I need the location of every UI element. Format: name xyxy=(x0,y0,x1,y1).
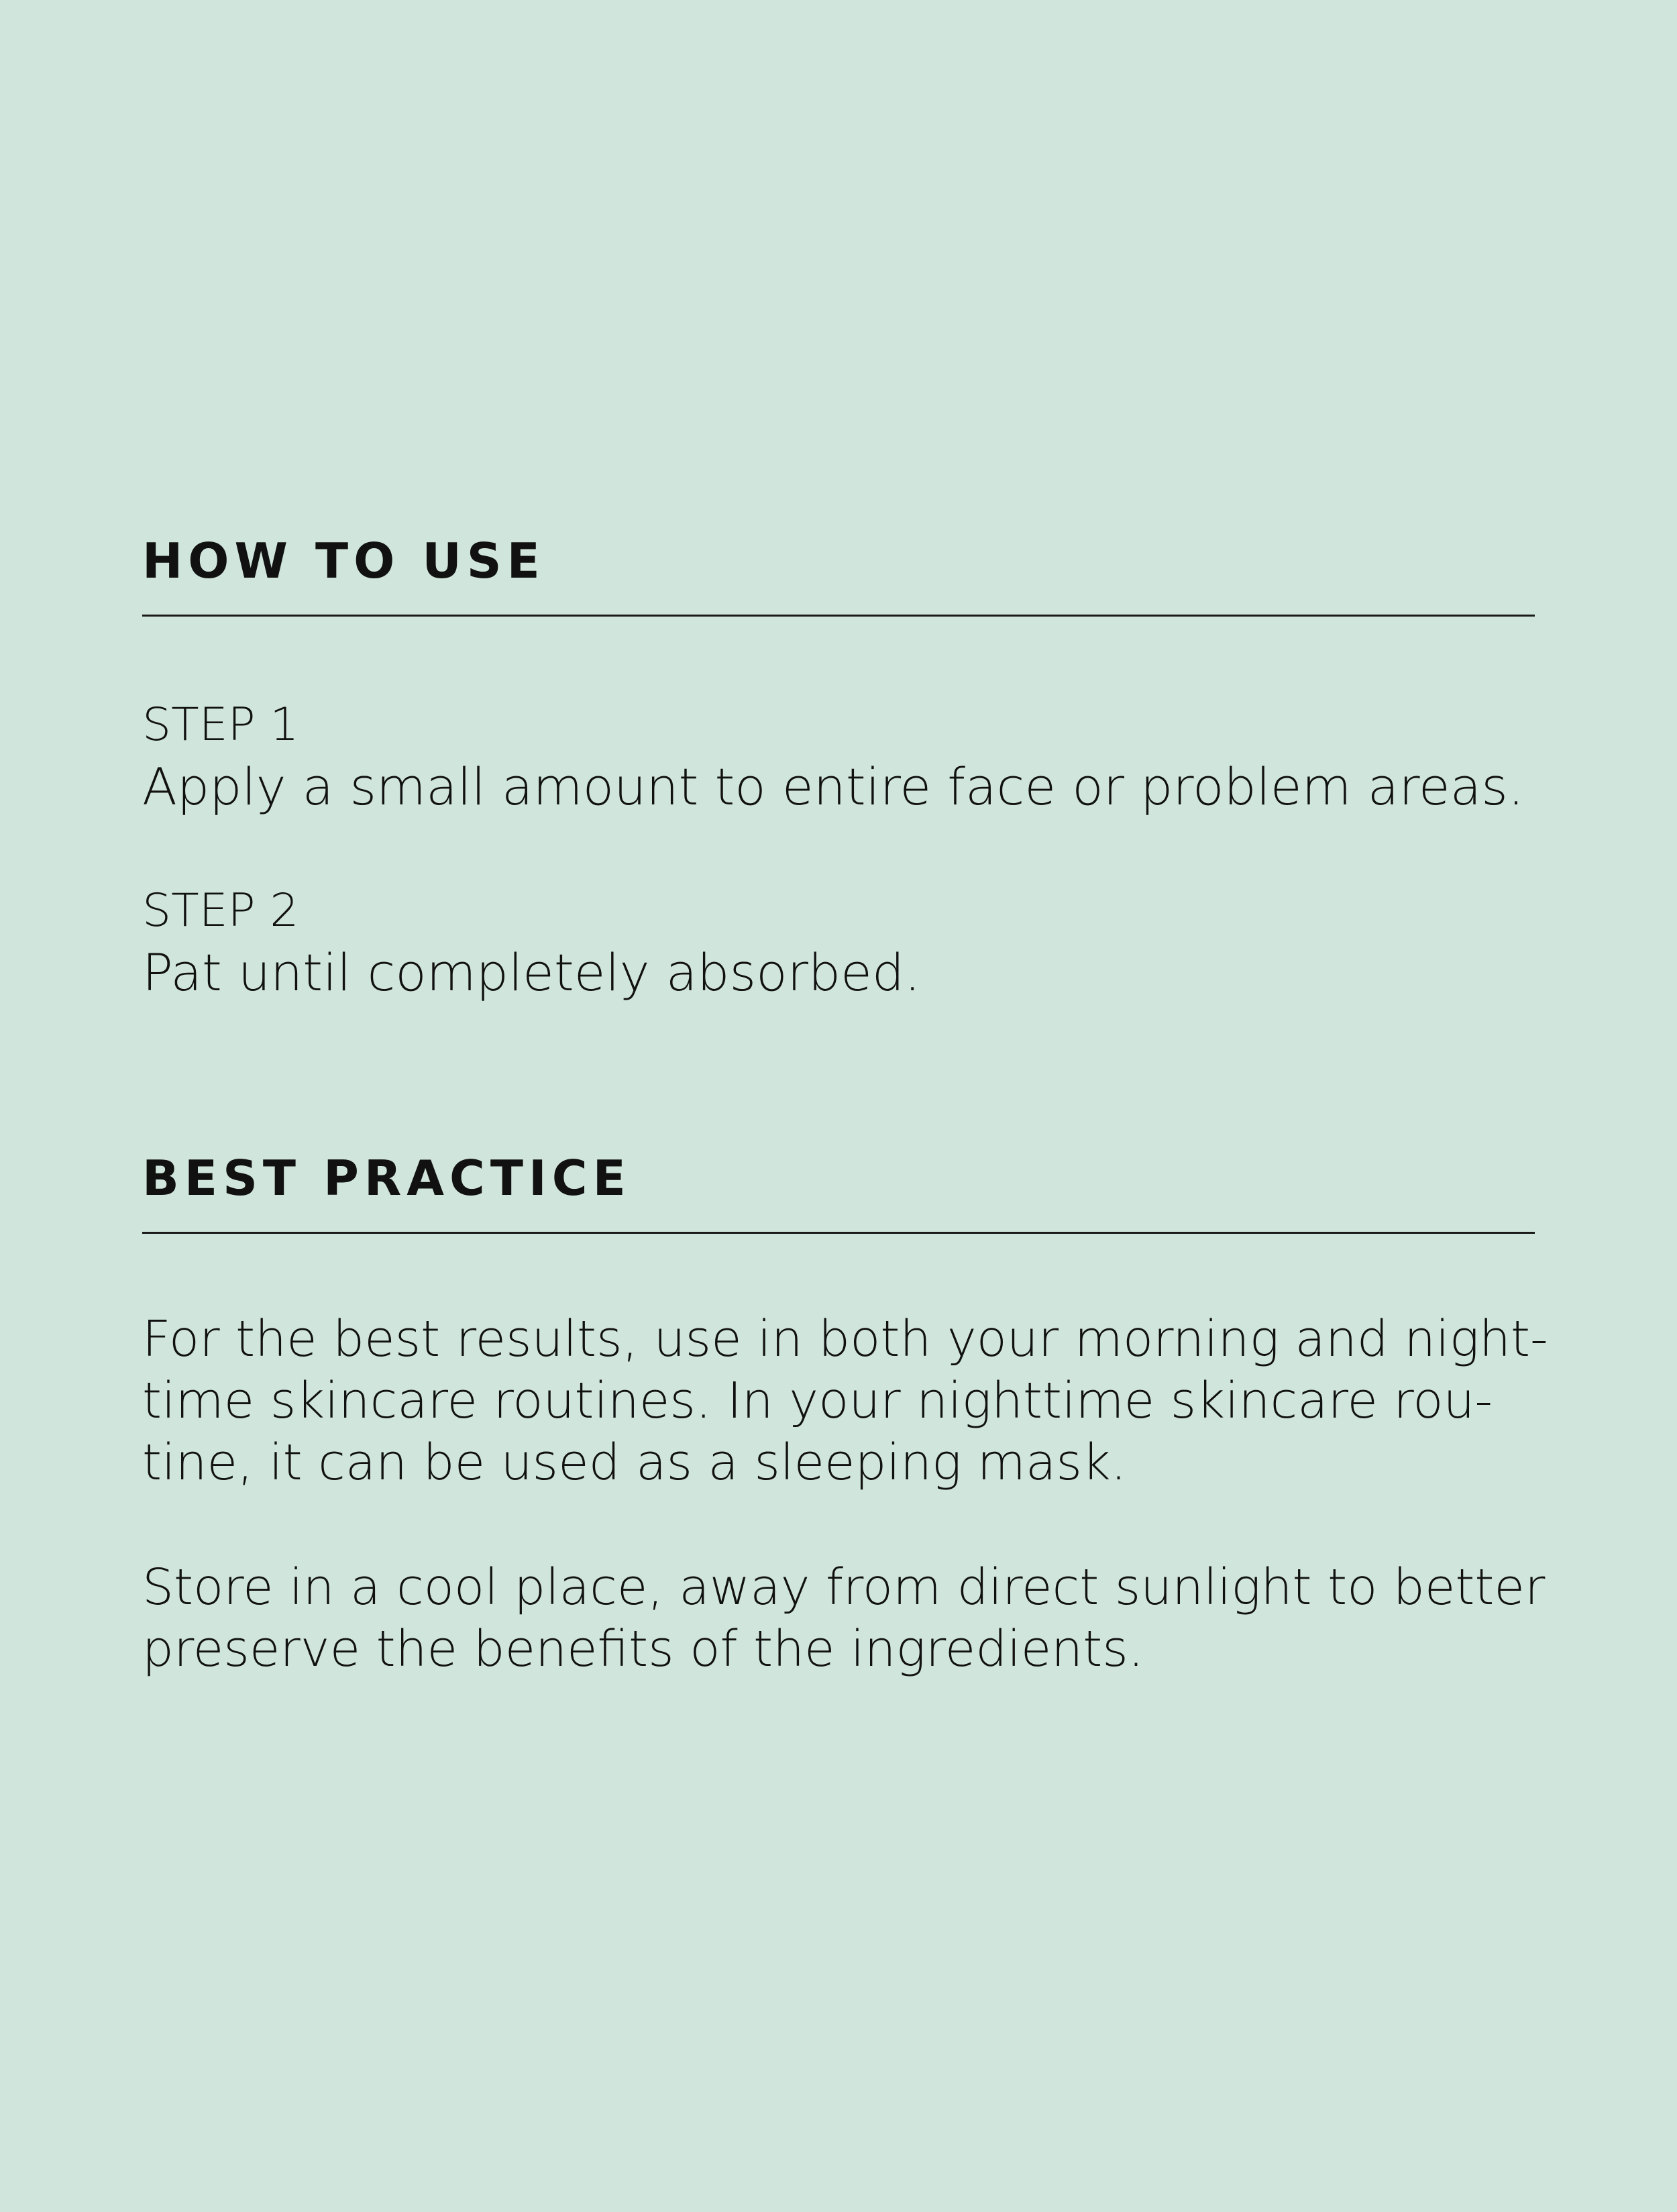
step-1-label: STEP 1 xyxy=(142,698,299,751)
best-practice-paragraph-usage xyxy=(142,1308,1548,1493)
best-practice-section xyxy=(142,1150,1548,1678)
how-to-use-divider xyxy=(142,615,1535,617)
step-1-text: Apply a small amount to entire face or problem areas. xyxy=(142,757,1525,817)
instructions-card xyxy=(142,0,1548,2212)
paragraph-line: Store in a cool place, away from direct sunlight to better xyxy=(142,1559,1546,1616)
step-2-label: STEP 2 xyxy=(142,884,299,937)
paragraph-line: tine, it can be used as a sleeping mask. xyxy=(142,1434,1127,1491)
paragraph-line: For the best results, use in both your morning and night- xyxy=(142,1310,1548,1368)
best-practice-heading: BEST PRACTICE xyxy=(142,1150,631,1206)
best-practice-paragraph-storage xyxy=(142,1557,1546,1680)
step-1 xyxy=(142,694,1535,818)
how-to-use-section xyxy=(142,533,1535,1002)
step-2 xyxy=(142,880,1535,1004)
step-2-text: Pat until completely absorbed. xyxy=(142,943,921,1002)
paragraph-line: time skincare routines. In your nighttime skincare rou- xyxy=(142,1372,1493,1430)
how-to-use-heading: HOW TO USE xyxy=(142,533,545,589)
best-practice-divider xyxy=(142,1232,1535,1234)
paragraph-line: preserve the benefits of the ingredients. xyxy=(142,1620,1144,1678)
